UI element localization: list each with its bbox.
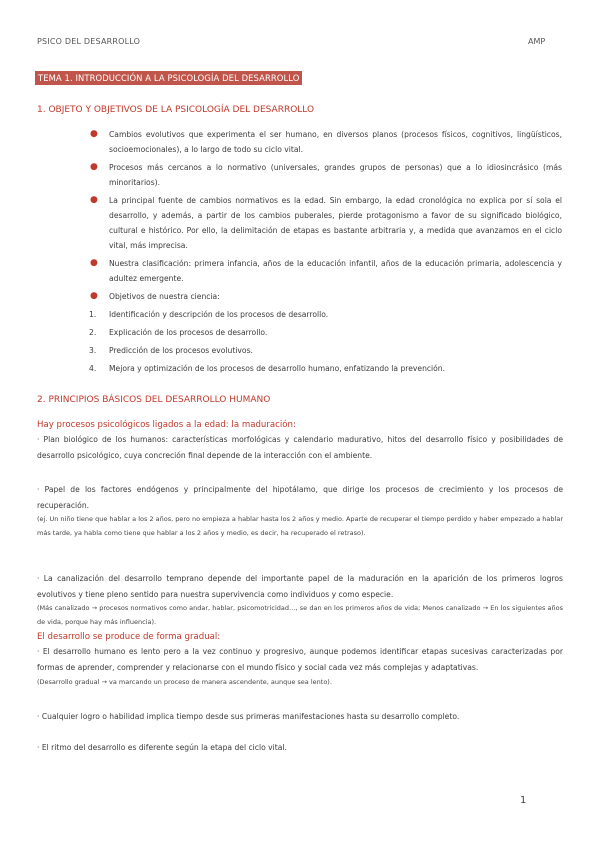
paragraph: · El ritmo del desarrollo es diferente según la etapa del ciclo vital.	[37, 743, 287, 752]
section-1-list	[89, 127, 562, 379]
bullet-icon: ●	[90, 258, 98, 268]
list-item: ● Objetivos de nuestra ciencia:	[89, 289, 562, 304]
list-item: ● La principal fuente de cambios normativos es la edad. Sin embargo, la edad cronológica no explica por sí sola el desarrollo, y además, a partir de los cambios puberales, pierde protagonismo a favor de su significado biológico, cultural e histórico. Por ello, la delimitación de etapas es bastante arbitraria y, a medida que avanzamos en el ciclo vital, más imprecisa.	[90, 195, 562, 250]
bullet-icon: ●	[90, 291, 98, 301]
note: (Desarrollo gradual → va marcando un proceso de manera ascendente, aunque sea lento).	[37, 678, 332, 686]
header-course-title: PSICO DEL DESARROLLO	[37, 37, 141, 46]
paragraph: · Plan biológico de los humanos: características morfológicas y calendario madurativo, hitos del desarrollo físico y posibilidades de desarrollo psicológico, cuya concreción final depende de la interacción con el ambiente.	[37, 435, 563, 460]
list-item: ● Procesos más cercanos a lo normativo (universales, grandes grupos de personas) que a lo idiosincrásico (más minoritarios).	[90, 162, 562, 187]
topic-title: TEMA 1. INTRODUCCIÓN A LA PSICOLOGÍA DEL DESARROLLO	[35, 71, 302, 85]
objective-item: 2. Explicación de los procesos de desarrollo.	[89, 328, 268, 337]
objective-item: 4. Mejora y optimización de los procesos de desarrollo humano, enfatizando la prevención.	[89, 364, 446, 373]
objective-item: 1. Identificación y descripción de los procesos de desarrollo.	[89, 310, 329, 319]
subheading-maturation: Hay procesos psicológicos ligados a la edad: la maduración:	[37, 420, 296, 430]
page-number: 1	[520, 795, 527, 806]
objective-item: 3. Predicción de los procesos evolutivos.	[89, 346, 253, 355]
paragraph: · Papel de los factores endógenos y principalmente del hipotálamo, que dirige los procesos de crecimiento y los procesos de recuperación.	[37, 485, 563, 510]
bullet-icon: ●	[90, 162, 98, 172]
section-1-title: 1. OBJETO Y OBJETIVOS DE LA PSICOLOGÍA DEL DESARROLLO	[37, 105, 315, 115]
paragraph: · La canalización del desarrollo temprano depende del importante papel de la maduración en la aparición de los primeros logros evolutivos y tiene pleno sentido para nuestra supervivencia como individuos y como especie.	[37, 574, 563, 599]
bullet-icon: ●	[90, 195, 98, 205]
list-item: ● Cambios evolutivos que experimenta el ser humano, en diversos planos (procesos físicos, cognitivos, lingüísticos, socioemocionales), a lo largo de todo su ciclo vital.	[90, 129, 562, 154]
list-item: ● Nuestra clasificación: primera infancia, años de la educación infantil, años de la educación primaria, adolescencia y adultez emergente.	[90, 258, 562, 283]
bullet-icon: ●	[90, 129, 98, 139]
section-2-title: 2. PRINCIPIOS BÁSICOS DEL DESARROLLO HUMANO	[37, 395, 271, 405]
note: (Más canalizado → procesos normativos como andar, hablar, psicomotricidad…, se dan en los primeros años de vida; Menos canalizado → En los siguientes años de vida, porque hay más influencia).	[37, 604, 563, 626]
header-author: AMP	[528, 37, 546, 46]
subheading-gradual: El desarrollo se produce de forma gradual:	[37, 632, 221, 642]
note: (ej. Un niño tiene que hablar a los 2 años, pero no empieza a hablar hasta los 2 años y medio. Aparte de recuperar el tiempo perdido y haber empezado a hablar más tarde, ya habla como tiene que hablar a los 2 años y medio, es decir, ha recuperado el retraso).	[37, 515, 563, 537]
paragraph: · Cualquier logro o habilidad implica tiempo desde sus primeras manifestaciones hasta su desarrollo completo.	[37, 712, 460, 721]
paragraph: · El desarrollo humano es lento pero a la vez continuo y progresivo, aunque podemos identificar etapas sucesivas caracterizadas por formas de aprender, comprender y relacionarse con el mundo físico y social cada vez más complejas y adaptativas.	[37, 647, 563, 672]
